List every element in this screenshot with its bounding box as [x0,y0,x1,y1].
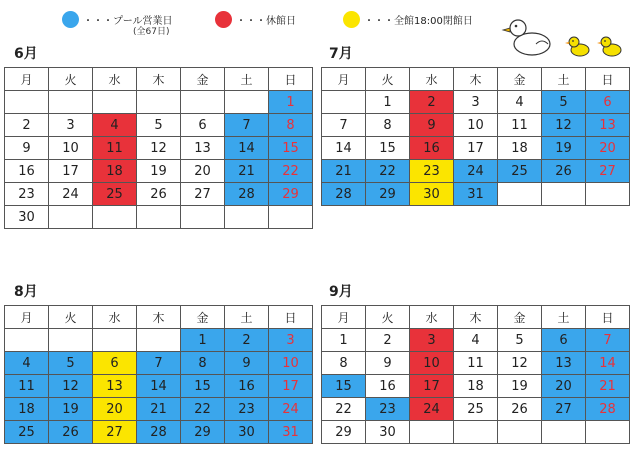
weekday-header: 金 [498,306,542,329]
day-cell: 13 [181,137,225,160]
day-cell: 6 [542,329,586,352]
week-row [5,91,313,114]
weekday-header: 月 [5,68,49,91]
empty-cell [410,421,454,444]
week-row [322,375,630,398]
day-cell: 10 [410,352,454,375]
day-cell: 7 [322,114,366,137]
empty-cell [181,91,225,114]
day-cell: 27 [542,398,586,421]
empty-cell [454,421,498,444]
empty-cell [5,91,49,114]
weekday-header: 月 [322,306,366,329]
day-cell: 27 [586,160,630,183]
day-cell: 23 [225,398,269,421]
weekday-header: 水 [410,68,454,91]
weekday-header: 水 [93,306,137,329]
empty-cell [322,91,366,114]
empty-cell [586,421,630,444]
day-cell: 18 [454,375,498,398]
day-cell: 26 [49,421,93,444]
day-cell: 19 [137,160,181,183]
weekday-header: 火 [366,68,410,91]
day-cell: 3 [269,329,313,352]
weekday-header: 月 [322,68,366,91]
day-cell: 1 [366,91,410,114]
day-cell: 3 [410,329,454,352]
day-cell: 23 [5,183,49,206]
weekday-header: 日 [269,306,313,329]
day-cell: 11 [5,375,49,398]
day-cell: 22 [181,398,225,421]
week-row [5,329,313,352]
weekday-header: 火 [49,306,93,329]
legend-open-label: ・・・プール営業日 [83,15,173,27]
day-cell: 21 [322,160,366,183]
duck-family-icon [500,14,630,59]
weekday-header: 日 [586,306,630,329]
week-row [322,329,630,352]
legend-closed-label: ・・・休館日 [236,15,296,27]
weekday-header: 日 [269,68,313,91]
calendar-june [4,67,313,229]
day-cell: 20 [542,375,586,398]
day-cell: 29 [322,421,366,444]
day-cell: 15 [181,375,225,398]
day-cell: 29 [366,183,410,206]
day-cell: 25 [454,398,498,421]
day-cell: 5 [498,329,542,352]
day-cell: 16 [225,375,269,398]
day-cell: 26 [498,398,542,421]
day-cell: 31 [454,183,498,206]
day-cell: 28 [137,421,181,444]
day-cell: 17 [49,160,93,183]
day-cell: 23 [410,160,454,183]
day-cell: 18 [5,398,49,421]
week-row [322,421,630,444]
day-cell: 19 [498,375,542,398]
week-row [322,160,630,183]
day-cell: 11 [454,352,498,375]
week-row [322,114,630,137]
day-cell: 17 [269,375,313,398]
empty-cell [269,206,313,229]
day-cell: 4 [454,329,498,352]
day-cell: 14 [225,137,269,160]
day-cell: 29 [181,421,225,444]
day-cell: 24 [410,398,454,421]
day-cell: 5 [137,114,181,137]
day-cell: 1 [181,329,225,352]
weekday-header: 水 [410,306,454,329]
weekday-header: 土 [225,306,269,329]
day-cell: 21 [137,398,181,421]
red-dot-icon [215,11,232,28]
week-row [322,352,630,375]
day-cell: 19 [542,137,586,160]
week-row [5,398,313,421]
day-cell: 26 [542,160,586,183]
week-row [322,91,630,114]
day-cell: 11 [93,137,137,160]
weekday-header: 火 [366,306,410,329]
day-cell: 10 [49,137,93,160]
empty-cell [137,329,181,352]
day-cell: 21 [586,375,630,398]
day-cell: 1 [322,329,366,352]
day-cell: 29 [269,183,313,206]
day-cell: 6 [93,352,137,375]
day-cell: 24 [49,183,93,206]
day-cell: 11 [498,114,542,137]
day-cell: 8 [322,352,366,375]
day-cell: 19 [49,398,93,421]
day-cell: 3 [49,114,93,137]
week-row [5,421,313,444]
calendar-title-june: 6月 [14,46,38,62]
legend-open-note: (全67日) [133,27,170,37]
day-cell: 13 [542,352,586,375]
weekday-header: 土 [542,68,586,91]
day-cell: 28 [322,183,366,206]
day-cell: 22 [366,160,410,183]
weekday-header: 金 [498,68,542,91]
weekday-header: 土 [542,306,586,329]
empty-cell [49,91,93,114]
day-cell: 2 [225,329,269,352]
day-cell: 23 [366,398,410,421]
day-cell: 24 [269,398,313,421]
day-cell: 12 [542,114,586,137]
day-cell: 12 [498,352,542,375]
calendar-title-july: 7月 [329,46,353,62]
day-cell: 10 [454,114,498,137]
weekday-header: 木 [137,306,181,329]
day-cell: 14 [586,352,630,375]
calendar-title-september: 9月 [329,284,353,300]
week-row [5,206,313,229]
week-row [322,398,630,421]
day-cell: 4 [93,114,137,137]
weekday-header: 水 [93,68,137,91]
day-cell: 25 [93,183,137,206]
day-cell: 8 [269,114,313,137]
day-cell: 17 [454,137,498,160]
day-cell: 2 [366,329,410,352]
calendar-september [321,305,630,444]
empty-cell [137,91,181,114]
day-cell: 15 [269,137,313,160]
empty-cell [542,421,586,444]
empty-cell [49,206,93,229]
day-cell: 10 [269,352,313,375]
day-cell: 15 [366,137,410,160]
day-cell: 25 [498,160,542,183]
day-cell: 20 [181,160,225,183]
empty-cell [49,329,93,352]
day-cell: 13 [586,114,630,137]
day-cell: 1 [269,91,313,114]
day-cell: 25 [5,421,49,444]
empty-cell [586,183,630,206]
week-row [322,183,630,206]
yellow-dot-icon [343,11,360,28]
day-cell: 13 [93,375,137,398]
empty-cell [93,91,137,114]
calendar-august [4,305,313,444]
day-cell: 20 [93,398,137,421]
day-cell: 31 [269,421,313,444]
day-cell: 12 [137,137,181,160]
day-cell: 3 [454,91,498,114]
empty-cell [225,206,269,229]
day-cell: 28 [225,183,269,206]
day-cell: 16 [5,160,49,183]
weekday-header: 木 [454,68,498,91]
day-cell: 7 [225,114,269,137]
day-cell: 22 [322,398,366,421]
day-cell: 14 [137,375,181,398]
empty-cell [498,183,542,206]
empty-cell [181,206,225,229]
day-cell: 9 [5,137,49,160]
empty-cell [498,421,542,444]
week-row [5,375,313,398]
week-row [5,183,313,206]
weekday-header: 木 [454,306,498,329]
weekday-header: 木 [137,68,181,91]
week-row [5,114,313,137]
empty-cell [93,329,137,352]
empty-cell [225,91,269,114]
day-cell: 30 [410,183,454,206]
blue-dot-icon [62,11,79,28]
weekday-header: 金 [181,306,225,329]
weekday-header: 日 [586,68,630,91]
day-cell: 5 [542,91,586,114]
day-cell: 27 [181,183,225,206]
empty-cell [5,329,49,352]
day-cell: 14 [322,137,366,160]
day-cell: 2 [410,91,454,114]
day-cell: 12 [49,375,93,398]
day-cell: 24 [454,160,498,183]
day-cell: 6 [586,91,630,114]
day-cell: 30 [5,206,49,229]
day-cell: 9 [225,352,269,375]
week-row [5,137,313,160]
day-cell: 6 [181,114,225,137]
weekday-header: 火 [49,68,93,91]
day-cell: 30 [225,421,269,444]
legend-early [343,9,473,29]
legend-early-label: ・・・全館18:00閉館日 [364,15,473,27]
day-cell: 28 [586,398,630,421]
day-cell: 27 [93,421,137,444]
weekday-header: 金 [181,68,225,91]
day-cell: 9 [410,114,454,137]
empty-cell [137,206,181,229]
legend-closed [215,9,296,29]
calendar-title-august: 8月 [14,284,38,300]
day-cell: 4 [498,91,542,114]
day-cell: 30 [366,421,410,444]
day-cell: 15 [322,375,366,398]
day-cell: 5 [49,352,93,375]
day-cell: 2 [5,114,49,137]
empty-cell [542,183,586,206]
week-row [322,137,630,160]
day-cell: 22 [269,160,313,183]
day-cell: 7 [137,352,181,375]
week-row [5,160,313,183]
week-row [5,352,313,375]
day-cell: 7 [586,329,630,352]
weekday-header: 土 [225,68,269,91]
day-cell: 21 [225,160,269,183]
day-cell: 8 [366,114,410,137]
day-cell: 16 [366,375,410,398]
day-cell: 18 [93,160,137,183]
day-cell: 8 [181,352,225,375]
day-cell: 26 [137,183,181,206]
day-cell: 20 [586,137,630,160]
day-cell: 17 [410,375,454,398]
day-cell: 9 [366,352,410,375]
weekday-header: 月 [5,306,49,329]
day-cell: 4 [5,352,49,375]
day-cell: 18 [498,137,542,160]
day-cell: 16 [410,137,454,160]
calendar-july [321,67,630,206]
empty-cell [93,206,137,229]
